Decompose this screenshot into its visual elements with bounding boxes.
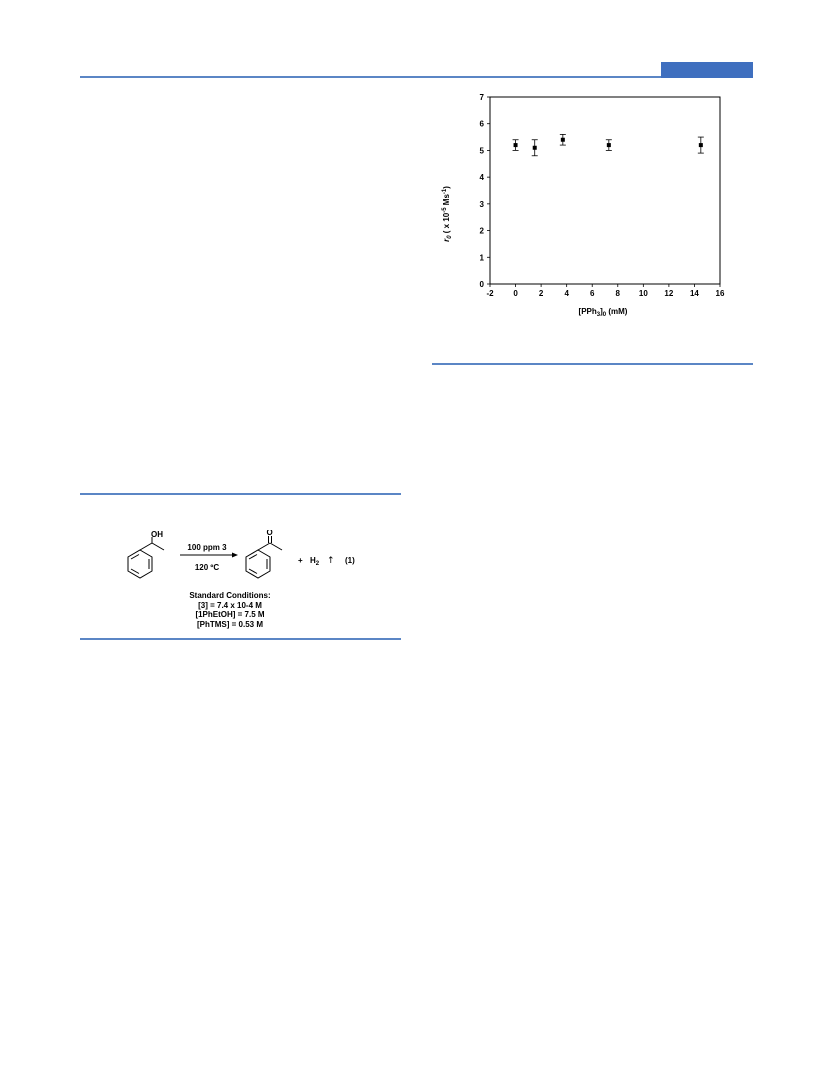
y-tick-label: 1 [479, 253, 484, 263]
x-tick-label: 14 [689, 289, 699, 298]
product-structure [246, 536, 282, 578]
reactant-structure [128, 537, 164, 578]
scheme-bottom-rule [80, 638, 401, 640]
temperature-label: 120 ºC [194, 563, 220, 572]
gas-evolution-arrow: ↑ [327, 556, 335, 566]
condition-substrate: [1PhEtOH] = 7.5 M [195, 610, 265, 619]
hydrogen-gas-label: $H_2$ [310, 556, 320, 567]
x-axis-label: $[PPh_3]_0$ (mM) [578, 307, 628, 318]
x-tick-label: 8 [615, 289, 621, 298]
data-point [533, 146, 537, 150]
plus-sign: + [298, 556, 303, 565]
scheme-top-rule [80, 493, 401, 495]
data-point [514, 143, 518, 147]
y-tick-label: 7 [479, 93, 484, 102]
x-tick-label: 2 [538, 289, 544, 298]
standard-conditions [160, 591, 300, 629]
y-tick-label: 0 [479, 280, 484, 289]
x-tick-label: 16 [715, 289, 725, 298]
rate-vs-pph3-chart [440, 85, 740, 325]
chart-caption-rule [432, 363, 753, 365]
conditions-title: Standard Conditions: [189, 591, 271, 600]
x-tick-label: 4 [564, 289, 569, 298]
reaction-arrowhead [232, 553, 238, 558]
reactant-oh-label: OH [151, 530, 163, 539]
header-tab [661, 62, 753, 78]
x-tick-label: 0 [513, 289, 518, 298]
data-point [607, 143, 611, 147]
y-tick-label: 6 [479, 119, 484, 129]
y-tick-label: 5 [479, 146, 484, 156]
data-point [699, 143, 703, 147]
y-tick-label: 2 [479, 226, 484, 236]
condition-catalyst: [3] = 7.4 x 10-4 M [198, 600, 262, 610]
catalyst-loading-label: 100 ppm 3 [187, 543, 227, 552]
x-tick-label: 10 [638, 289, 648, 298]
x-tick-label: -2 [486, 289, 494, 298]
y-axis-label: $r_0$ ( x $10^{-5}$ $Ms^{-1}$) [442, 186, 453, 242]
header-rule [80, 76, 753, 78]
plot-area-frame [490, 97, 720, 284]
condition-standard: [PhTMS] = 0.53 M [196, 619, 263, 629]
x-tick-label: 6 [589, 289, 595, 298]
y-tick-label: 4 [479, 173, 484, 183]
x-tick-label: 12 [664, 289, 674, 298]
product-oxygen-label: O [266, 530, 273, 537]
equation-number: (1) [345, 556, 355, 565]
y-tick-label: 3 [479, 199, 484, 209]
data-point [561, 138, 565, 142]
